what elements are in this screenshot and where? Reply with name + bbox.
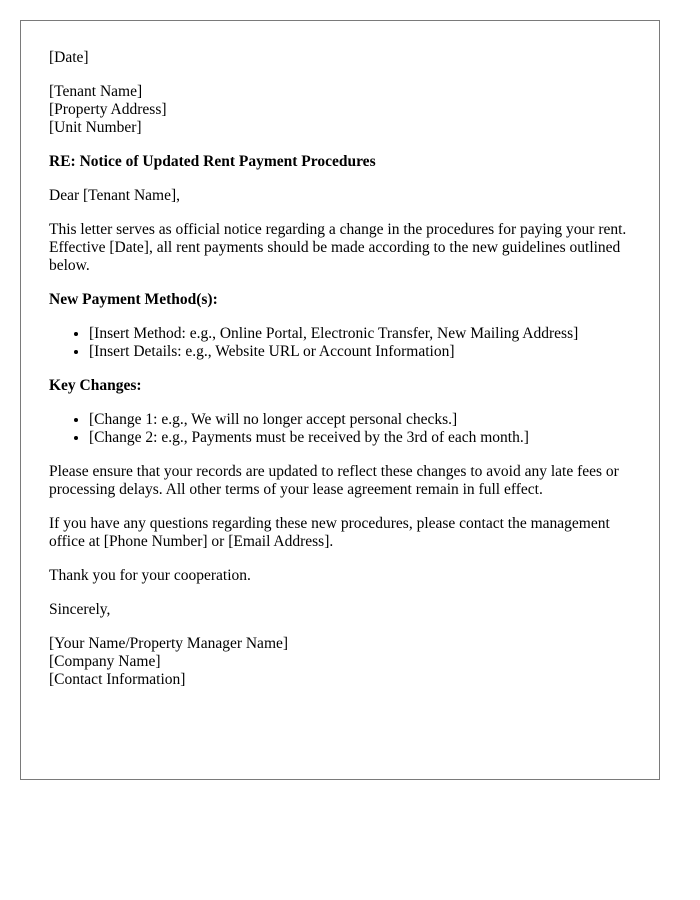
subject-line: RE: Notice of Updated Rent Payment Procedures [49,153,376,170]
list-item: • [Change 1: e.g., We will no longer accept personal checks.] [89,411,631,429]
intro-paragraph: This letter serves as official notice regarding a change in the procedures for paying your rent. Effective [Date], all rent payments should be made according to the new guidelines outlined below. [49,221,627,274]
thanks-line: Thank you for your cooperation. [49,567,251,584]
questions-paragraph: If you have any questions regarding these new procedures, please contact the management office at [Phone Number] or [Email Address]. [49,515,610,550]
signature-contact: [Contact Information] [49,671,186,688]
salutation: Dear [Tenant Name], [49,187,181,204]
list-item: • [Insert Method: e.g., Online Portal, Electronic Transfer, New Mailing Address] [89,325,631,343]
recipient-block [49,83,631,137]
signature-company: [Company Name] [49,653,161,670]
payment-methods-heading: New Payment Method(s): [49,291,218,308]
signature-block [49,635,631,689]
list-item: • [Insert Details: e.g., Website URL or Account Information] [89,343,631,361]
letter-page [20,20,660,780]
key-changes-heading: Key Changes: [49,377,142,394]
closing-line: Sincerely, [49,601,111,618]
recipient-address: [Property Address] [49,101,167,118]
recipient-name: [Tenant Name] [49,83,143,100]
signature-name: [Your Name/Property Manager Name] [49,635,289,652]
letter-date: [Date] [49,49,89,66]
records-paragraph: Please ensure that your records are updated to reflect these changes to avoid any late fees or processing delays. All other terms of your lease agreement remain in full effect. [49,463,619,498]
key-changes-list [49,411,631,447]
recipient-unit: [Unit Number] [49,119,142,136]
payment-methods-list [49,325,631,361]
list-item: • [Change 2: e.g., Payments must be received by the 3rd of each month.] [89,429,631,447]
